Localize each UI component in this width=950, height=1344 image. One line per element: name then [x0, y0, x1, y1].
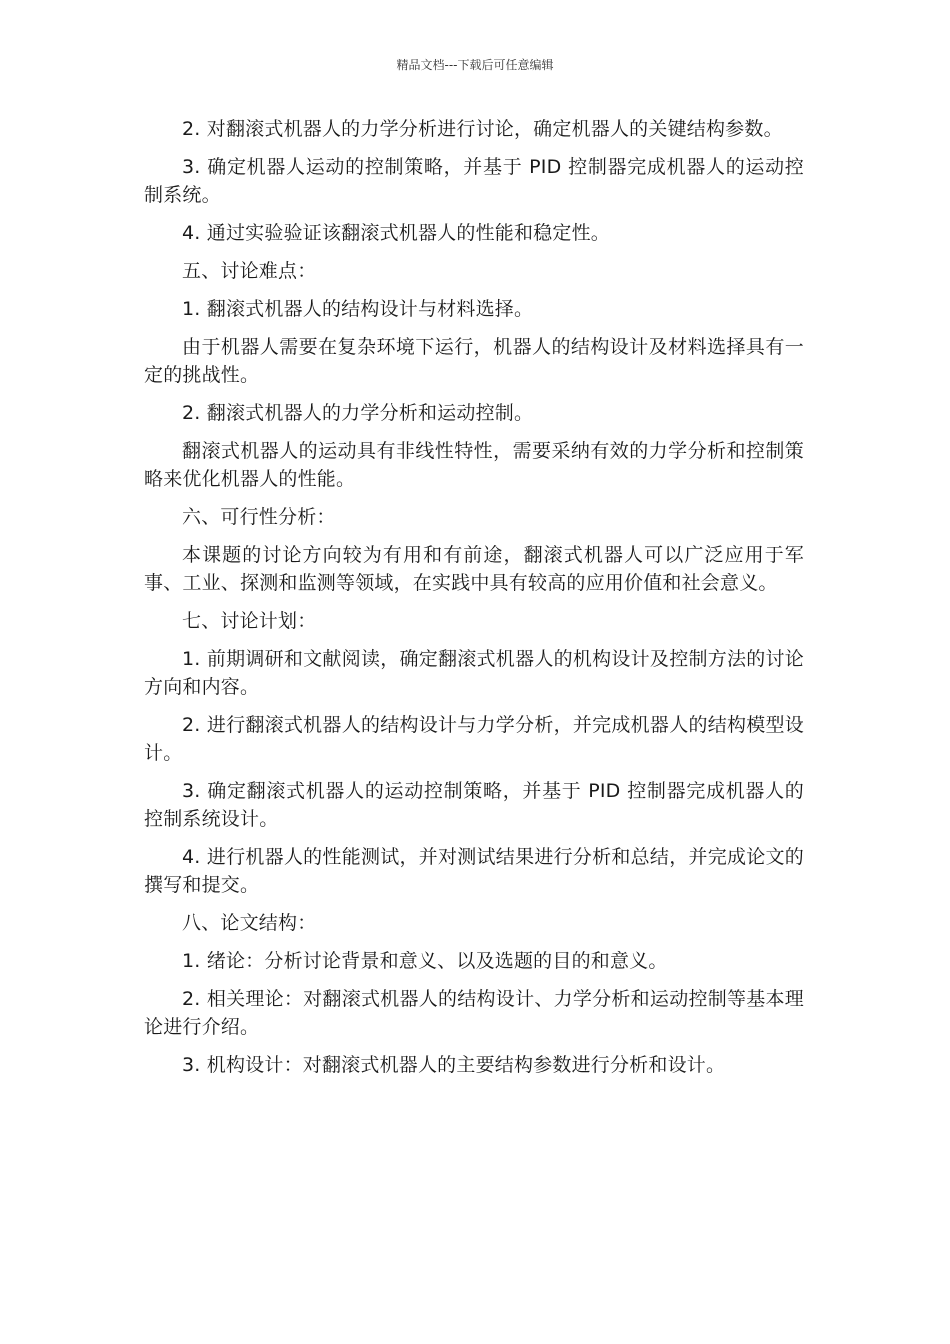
page-header: 精品文档---下载后可任意编辑 [396, 58, 554, 72]
paragraph: 本课题的讨论方向较为有用和有前途，翻滚式机器人可以广泛应用于军事、工业、探测和监测等领域，在实践中具有较高的应用价值和社会意义。 [144, 544, 804, 594]
paragraph: 3. 机构设计：对翻滚式机器人的主要结构参数进行分析和设计。 [182, 1054, 726, 1076]
paragraph: 4. 进行机器人的性能测试，并对测试结果进行分析和总结，并完成论文的撰写和提交。 [144, 846, 804, 896]
paragraph: 3. 确定机器人运动的控制策略，并基于 PID 控制器完成机器人的运动控制系统。 [144, 156, 804, 206]
section-heading: 八、论文结构： [182, 912, 317, 934]
paragraph: 3. 确定翻滚式机器人的运动控制策略，并基于 PID 控制器完成机器人的控制系统设计。 [144, 780, 804, 830]
paragraph: 2. 翻滚式机器人的力学分析和运动控制。 [182, 402, 534, 424]
document-body [144, 115, 804, 1089]
paragraph: 1. 翻滚式机器人的结构设计与材料选择。 [182, 298, 534, 320]
paragraph: 2. 相关理论：对翻滚式机器人的结构设计、力学分析和运动控制等基本理论进行介绍。 [144, 988, 804, 1038]
section-heading: 七、讨论计划： [182, 610, 317, 632]
paragraph: 由于机器人需要在复杂环境下运行，机器人的结构设计及材料选择具有一定的挑战性。 [144, 336, 804, 386]
paragraph: 1. 前期调研和文献阅读，确定翻滚式机器人的机构设计及控制方法的讨论方向和内容。 [144, 648, 804, 698]
paragraph: 4. 通过实验验证该翻滚式机器人的性能和稳定性。 [182, 222, 610, 244]
paragraph: 1. 绪论：分析讨论背景和意义、以及选题的目的和意义。 [182, 950, 668, 972]
paragraph: 2. 进行翻滚式机器人的结构设计与力学分析，并完成机器人的结构模型设计。 [144, 714, 804, 764]
section-heading: 五、讨论难点： [182, 260, 317, 282]
section-heading: 六、可行性分析： [182, 506, 336, 528]
paragraph: 翻滚式机器人的运动具有非线性特性，需要采纳有效的力学分析和控制策略来优化机器人的性能。 [144, 440, 804, 490]
paragraph: 2. 对翻滚式机器人的力学分析进行讨论，确定机器人的关键结构参数。 [182, 118, 783, 140]
